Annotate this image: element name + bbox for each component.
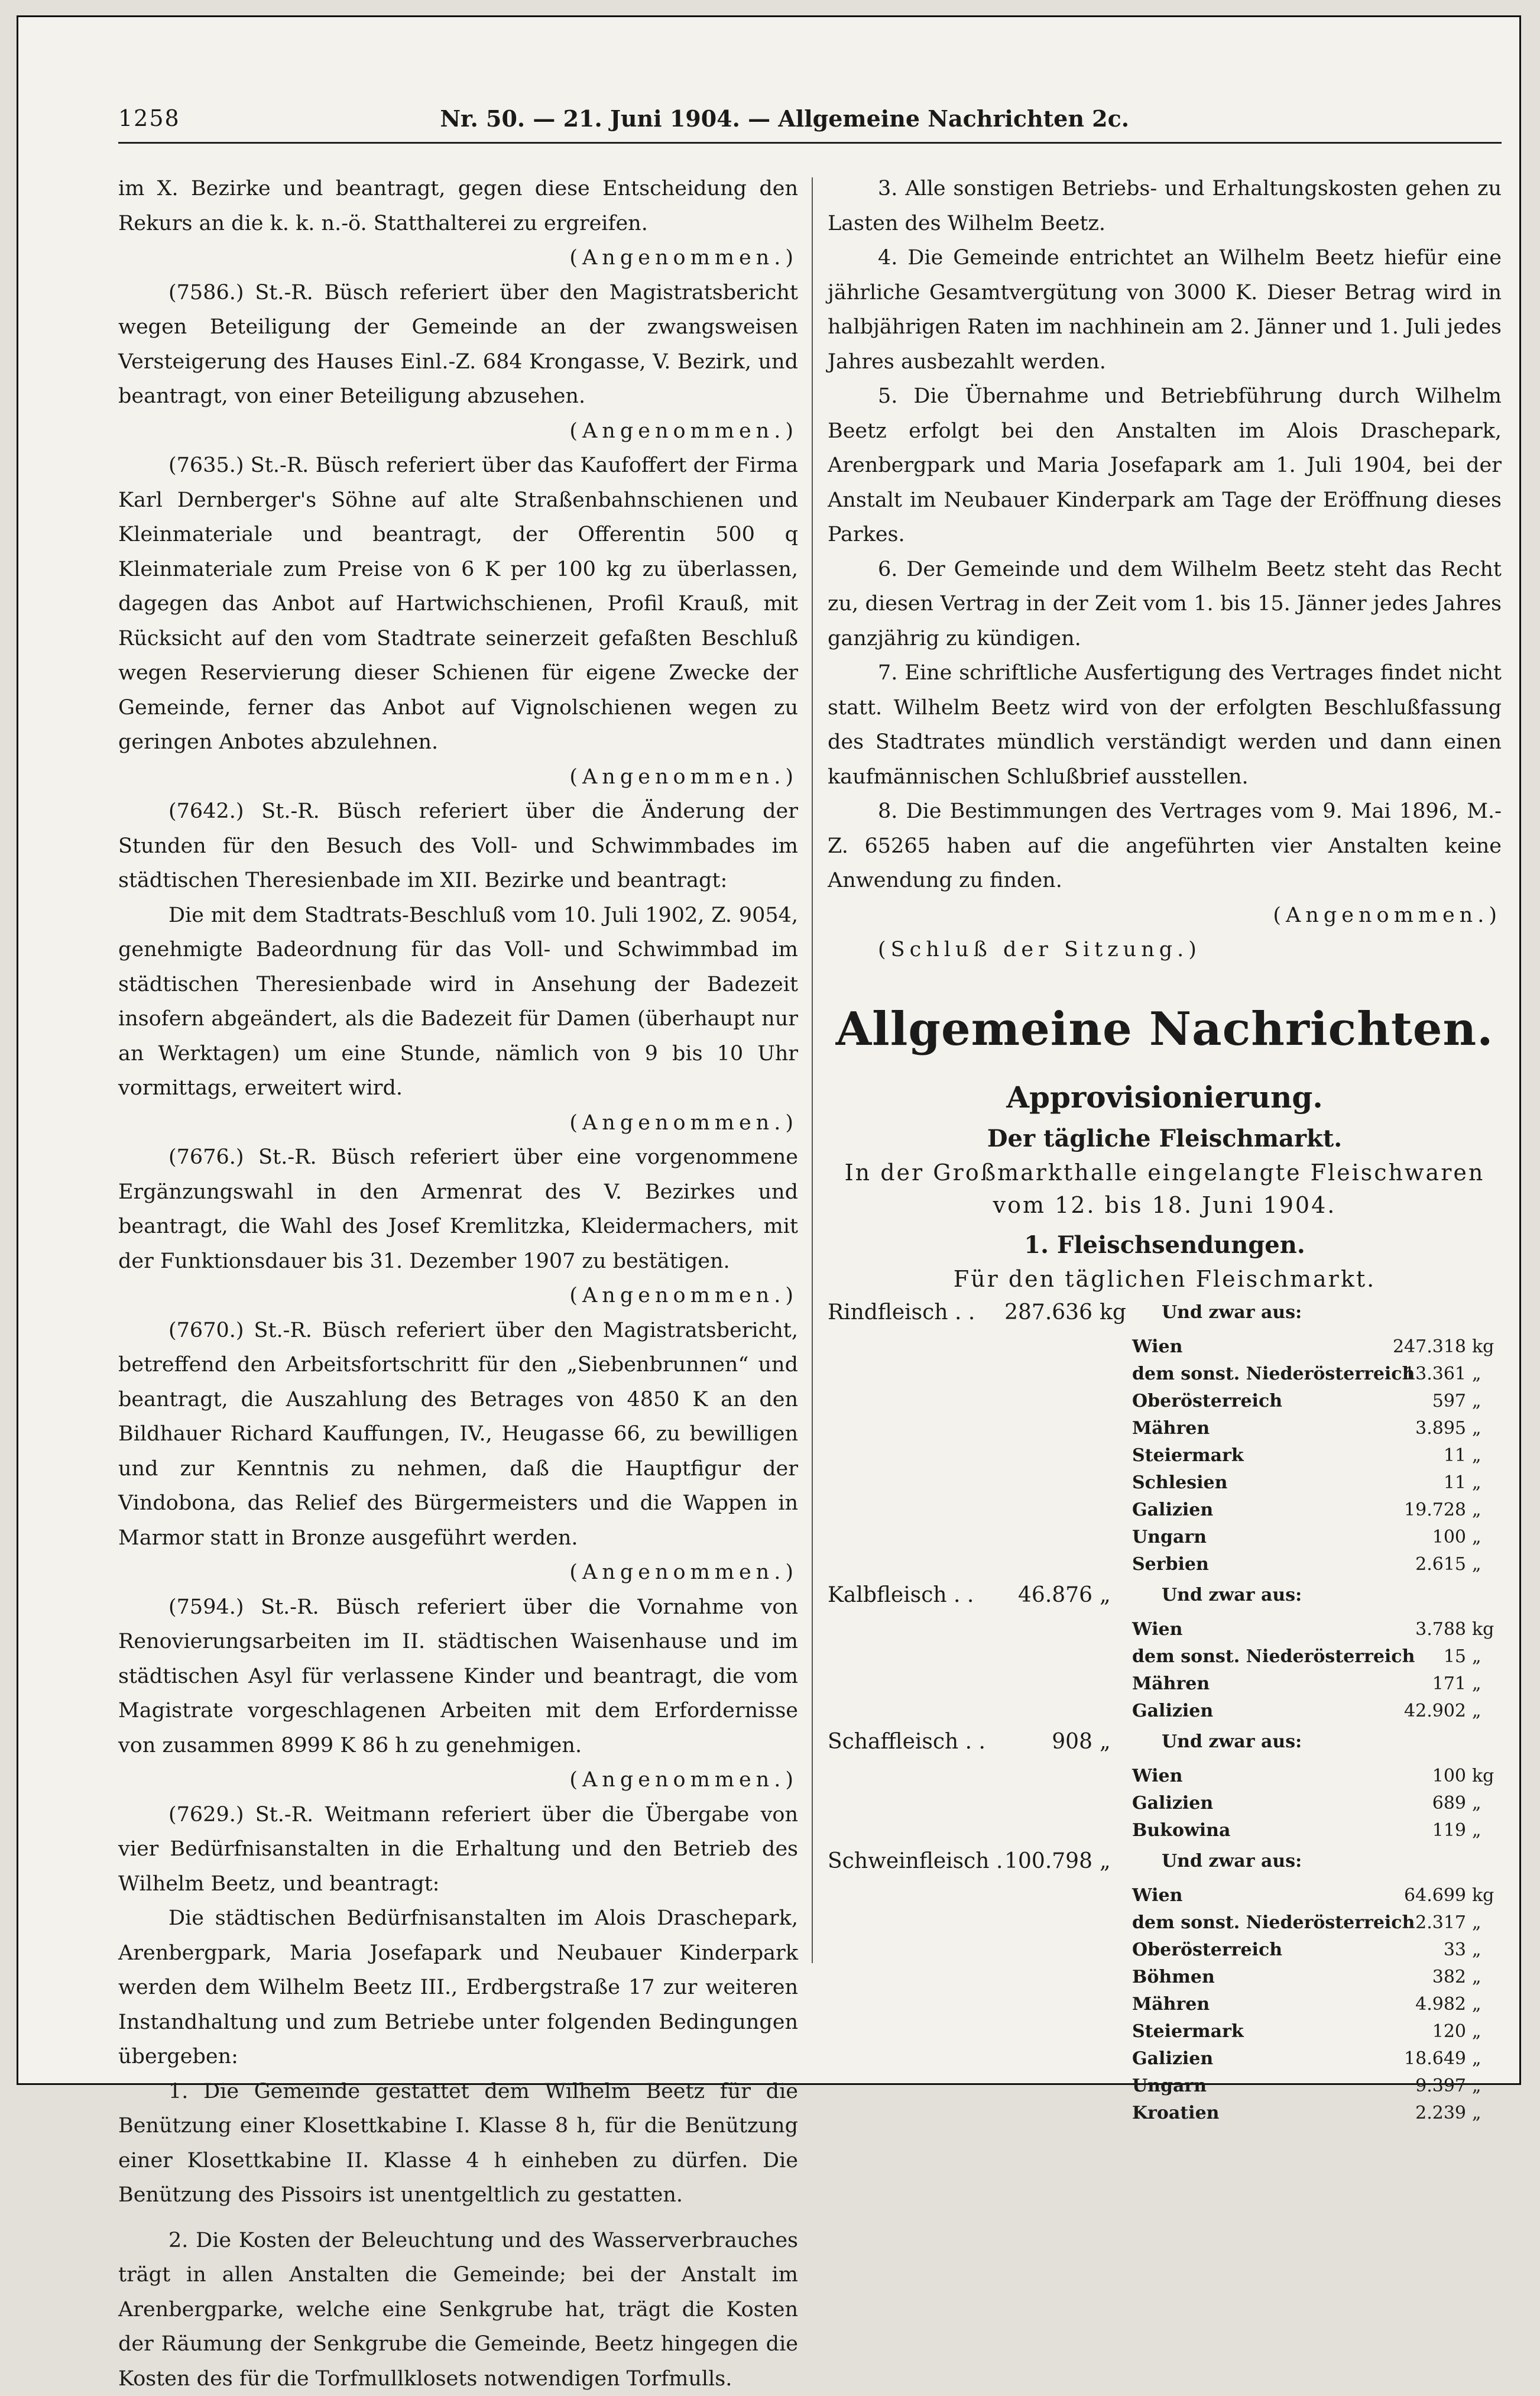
paragraph: (7635.) St.-R. Büsch referiert über das Kaufoffert der Firma Karl Dernberger's Söhne auf alte Straßenbahnschienen und Kleinmateriale und beantragt, der Offerentin 500 q Kleinmateriale zum Preise von 6 K per 100 kg zu überlassen, dagegen das Anbot auf Hartwichschienen, Profil Krauß, mit Rücksicht auf den vom Stadtrate seinerzeit gefaßten Beschluß wegen Reservierung dieser Schienen für eigene Zwecke der Gemeinde, ferner das Anbot auf Vignolschienen wegen zu geringen Anbotes abzulehnen. [118, 448, 798, 760]
running-title: Nr. 50. — 21. Juni 1904. — Allgemeine Nachrichten 2c. [440, 105, 1129, 132]
closing-note: (Schluß der Sitzung.) [828, 933, 1502, 967]
origin-name: dem sonst. Niederösterreich [1132, 1357, 1415, 1392]
origin-name: Mähren [1132, 1411, 1210, 1446]
paragraph: 2. Die Kosten der Beleuchtung und des Wasserverbrauches trägt in allen Anstalten die Gemeinde; bei der Anstalt im Arenbergparke, welche eine Senkgrube hat, trägt die Kosten der Räumung der Senkgrube die Gemeinde, Beetz hingegen die Kosten des für die Torfmullklosets notwendigen Torfmulls. [118, 2223, 798, 2396]
status-note: (Angenommen.) [118, 760, 798, 795]
origin-value: 11 [1342, 1466, 1466, 1501]
origin-row [828, 1987, 1502, 2015]
meat-amount: 908 [946, 1725, 1092, 1760]
origin-unit: „ [1472, 2042, 1481, 2077]
origin-value: 11 [1342, 1439, 1466, 1474]
origin-unit: „ [1472, 1786, 1481, 1821]
origin-row [828, 1879, 1502, 1906]
origin-value: 247.318 [1342, 1330, 1466, 1365]
intro-line: vom 12. bis 18. Juni 1904. [828, 1189, 1502, 1222]
page-number: 1258 [118, 105, 180, 131]
origin-unit: „ [1472, 1906, 1481, 1941]
origin-value: 42.902 [1342, 1694, 1466, 1729]
origin-name: Wien [1132, 1759, 1182, 1794]
origin-name: Mähren [1132, 1667, 1210, 1702]
meat-unit: „ [1100, 1578, 1111, 1613]
paragraph: 1. Die Gemeinde gestattet dem Wilhelm Beetz für die Benützung einer Klosettkabine I. Klasse 8 h, für die Benützung einer Klosettkabine II. Klasse 4 h einheben zu dürfen. Die Benützung des Pissoirs ist unentgeltlich zu gestatten. [118, 2074, 798, 2213]
meat-unit: „ [1100, 1725, 1111, 1760]
paragraph: Die mit dem Stadtrats-Beschluß vom 10. Juli 1902, Z. 9054, genehmigte Badeordnung für das Voll- und Schwimmbad im städtischen Theresienbade wird in Ansehung der Badezeit insofern abgeändert, als die Badezeit für Damen (überhaupt nur an Werktagen) um eine Stunde, nämlich von 9 bis 10 Uhr vormittags, erweitert wird. [118, 898, 798, 1106]
origin-row [828, 1694, 1502, 1721]
meat-unit: kg [1100, 1296, 1126, 1330]
paragraph: (7594.) St.-R. Büsch referiert über die Vornahme von Renovierungsarbeiten im II. städtischen Waisenhause und im städtischen Asyl für verlassene Kinder und beantragt, die vom Magistrate vorgeschlagenen Arbeiten mit dem Erfordernisse von zusammen 8999 K 86 h zu genehmigen. [118, 1590, 798, 1763]
origin-value: 15 [1342, 1640, 1466, 1675]
origin-row [828, 1357, 1502, 1384]
origin-unit: „ [1472, 1493, 1481, 1528]
origin-unit: „ [1472, 1640, 1481, 1675]
meat-amount: 100.798 [946, 1844, 1092, 1879]
list-subheading: Für den täglichen Fleischmarkt. [828, 1263, 1502, 1296]
origin-name: Oberösterreich [1132, 1384, 1282, 1419]
origin-value: 3.788 [1342, 1613, 1466, 1647]
paragraph: 8. Die Bestimmungen des Vertrages vom 9. Mai 1896, M.-Z. 65265 haben auf die angeführten vier Anstalten keine Anwendung zu finden. [828, 794, 1502, 898]
origin-unit: „ [1472, 1520, 1481, 1555]
origin-value: 18.649 [1342, 2042, 1466, 2077]
origin-label: Und zwar aus: [1162, 1296, 1302, 1330]
origin-value: 13.361 [1342, 1357, 1466, 1392]
origin-name: Kroatien [1132, 2096, 1219, 2131]
status-note: (Angenommen.) [118, 414, 798, 449]
paragraph: 5. Die Übernahme und Betriebführung durch Wilhelm Beetz erfolgt bei den Anstalten im Alois Draschepark, Arenbergpark und Maria Josefapark am 1. Juli 1904, bei der Anstalt im Neubauer Kinderpark am Tage der Eröffnung dieses Parkes. [828, 379, 1502, 552]
origin-name: Wien [1132, 1879, 1182, 1913]
origin-unit: „ [1472, 1439, 1481, 1474]
origin-row [828, 1466, 1502, 1493]
sub-title: Approvisionierung. [828, 1074, 1502, 1121]
origin-name: Bukowina [1132, 1814, 1230, 1848]
meat-block [828, 1578, 1502, 1721]
origin-row [828, 2015, 1502, 2042]
origin-name: Wien [1132, 1613, 1182, 1647]
paragraph: (7676.) St.-R. Büsch referiert über eine vorgenommene Ergänzungswahl in den Armenrat des V. Bezirkes und beantragt, die Wahl des Josef Kremlitzka, Kleidermachers, mit der Funktionsdauer bis 31. Dezember 1907 zu bestätigen. [118, 1140, 798, 1278]
origin-unit: „ [1472, 1933, 1481, 1968]
origin-value: 64.699 [1342, 1879, 1466, 1913]
origin-name: Ungarn [1132, 2069, 1207, 2104]
origin-value: 19.728 [1342, 1493, 1466, 1528]
status-note: (Angenommen.) [118, 1106, 798, 1141]
meat-row [828, 1844, 1502, 1879]
column-divider [812, 177, 813, 1963]
paragraph: 7. Eine schriftliche Ausfertigung des Vertrages findet nicht statt. Wilhelm Beetz wird von der erfolgten Beschlußfassung des Stadtrates mündlich verständigt werden und dann einen kaufmännischen Schlußbrief ausstellen. [828, 656, 1502, 794]
origin-unit: „ [1472, 2069, 1481, 2104]
meat-block [828, 1296, 1502, 1575]
paragraph: im X. Bezirke und beantragt, gegen diese Entscheidung den Rekurs an die k. k. n.-ö. Statthalterei zu ergreifen. [118, 171, 798, 241]
paragraph: (7642.) St.-R. Büsch referiert über die Änderung der Stunden für den Besuch des Voll- und Schwimmbades im städtischen Theresienbade im XII. Bezirke und beantragt: [118, 794, 798, 898]
origin-row [828, 1439, 1502, 1466]
origin-unit: „ [1472, 2096, 1481, 2131]
meat-amount: 287.636 [946, 1296, 1092, 1330]
origin-unit: kg [1472, 1759, 1494, 1794]
meat-name: Rindfleisch . . [828, 1296, 975, 1330]
origin-name: Galizien [1132, 1786, 1213, 1821]
origin-row [828, 1906, 1502, 1933]
origin-name: Ungarn [1132, 1520, 1207, 1555]
origin-row [828, 1960, 1502, 1987]
origin-value: 120 [1342, 2015, 1466, 2049]
meat-block [828, 1844, 1502, 2123]
origin-value: 689 [1342, 1786, 1466, 1821]
meat-name: Kalbfleisch . . [828, 1578, 974, 1613]
origin-value: 597 [1342, 1384, 1466, 1419]
origin-row [828, 2042, 1502, 2069]
origin-row [828, 1493, 1502, 1520]
origin-row [828, 1759, 1502, 1786]
origin-value: 2.239 [1342, 2096, 1466, 2131]
meat-name: Schaffleisch . . [828, 1725, 985, 1760]
origin-value: 2.615 [1342, 1547, 1466, 1582]
section-title: Allgemeine Nachrichten. [828, 997, 1502, 1062]
origin-name: Steiermark [1132, 1439, 1244, 1474]
origin-row [828, 1547, 1502, 1575]
right-column [828, 171, 1502, 2123]
origin-label: Und zwar aus: [1162, 1725, 1302, 1760]
origin-value: 3.895 [1342, 1411, 1466, 1446]
origin-unit: „ [1472, 1466, 1481, 1501]
origin-row [828, 1814, 1502, 1841]
list-heading: 1. Fleischsendungen. [828, 1228, 1502, 1263]
meat-unit: „ [1100, 1844, 1111, 1879]
meat-table [828, 1296, 1502, 2123]
origin-unit: „ [1472, 1667, 1481, 1702]
origin-unit: „ [1472, 1694, 1481, 1729]
origin-row [828, 1786, 1502, 1814]
origin-name: Serbien [1132, 1547, 1209, 1582]
origin-unit: kg [1472, 1879, 1494, 1913]
origin-value: 171 [1342, 1667, 1466, 1702]
origin-name: Oberösterreich [1132, 1933, 1282, 1968]
page-header [118, 101, 1129, 142]
header-rule [118, 142, 1502, 144]
origin-unit: „ [1472, 2015, 1481, 2049]
origin-value: 119 [1342, 1814, 1466, 1848]
paragraph: 4. Die Gemeinde entrichtet an Wilhelm Beetz hiefür eine jährliche Gesamtvergütung von 3000 K. Dieser Betrag wird in halbjährigen Raten im nachhinein am 2. Jänner und 1. Juli jedes Jahres ausbezahlt werden. [828, 241, 1502, 379]
origin-row [828, 1520, 1502, 1547]
intro-line: In der Großmarkthalle eingelangte Fleischwaren [828, 1157, 1502, 1189]
origin-row [828, 1411, 1502, 1439]
origin-name: Steiermark [1132, 2015, 1244, 2049]
origin-row [828, 1384, 1502, 1411]
origin-unit: „ [1472, 1357, 1481, 1392]
meat-amount: 46.876 [946, 1578, 1092, 1613]
origin-value: 100 [1342, 1520, 1466, 1555]
origin-name: Böhmen [1132, 1960, 1215, 1995]
paragraph: (7670.) St.-R. Büsch referiert über den Magistratsbericht, betreffend den Arbeitsfortschritt für den „Siebenbrunnen“ und beantragt, die Auszahlung des Betrages von 4850 K an den Bildhauer Richard Kauffungen, IV., Heugasse 66, zu bewilligen und zur Kenntnis zu nehmen, daß die Hauptfigur der Vindobona, das Relief des Bürgermeisters und die Wappen in Marmor statt in Bronze ausgeführt werden. [118, 1313, 798, 1556]
origin-name: dem sonst. Niederösterreich [1132, 1906, 1415, 1941]
origin-label: Und zwar aus: [1162, 1578, 1302, 1613]
origin-unit: kg [1472, 1613, 1494, 1647]
origin-label: Und zwar aus: [1162, 1844, 1302, 1879]
paragraph: 6. Der Gemeinde und dem Wilhelm Beetz steht das Recht zu, diesen Vertrag in der Zeit vom 1. bis 15. Jänner jedes Jahres ganzjährig zu kündigen. [828, 552, 1502, 656]
paragraph: 3. Alle sonstigen Betriebs- und Erhaltungskosten gehen zu Lasten des Wilhelm Beetz. [828, 171, 1502, 241]
origin-row [828, 1640, 1502, 1667]
origin-name: Galizien [1132, 1694, 1213, 1729]
origin-name: Galizien [1132, 1493, 1213, 1528]
meat-row [828, 1578, 1502, 1613]
origin-unit: „ [1472, 1987, 1481, 2022]
origin-name: Wien [1132, 1330, 1182, 1365]
origin-row [828, 1613, 1502, 1640]
origin-row [828, 2096, 1502, 2123]
origin-value: 100 [1342, 1759, 1466, 1794]
paragraph: (7629.) St.-R. Weitmann referiert über die Übergabe von vier Bedürfnisanstalten in die Erhaltung und den Betrieb des Wilhelm Beetz, und beantragt: [118, 1798, 798, 1902]
origin-name: Schlesien [1132, 1466, 1227, 1501]
origin-row [828, 1933, 1502, 1960]
origin-value: 2.317 [1342, 1906, 1466, 1941]
origin-name: Mähren [1132, 1987, 1210, 2022]
origin-name: Galizien [1132, 2042, 1213, 2077]
origin-value: 4.982 [1342, 1987, 1466, 2022]
status-note: (Angenommen.) [118, 1763, 798, 1798]
status-note: (Angenommen.) [118, 241, 798, 276]
origin-row [828, 2069, 1502, 2096]
origin-row [828, 1330, 1502, 1357]
origin-name: dem sonst. Niederösterreich [1132, 1640, 1415, 1675]
left-column [118, 171, 798, 2396]
origin-value: 382 [1342, 1960, 1466, 1995]
meat-row [828, 1296, 1502, 1330]
origin-unit: „ [1472, 1960, 1481, 1995]
status-note: (Angenommen.) [118, 1278, 798, 1313]
origin-row [828, 1667, 1502, 1694]
meat-row [828, 1725, 1502, 1759]
origin-unit: „ [1472, 1547, 1481, 1582]
meat-block [828, 1725, 1502, 1841]
status-note: (Angenommen.) [118, 1555, 798, 1590]
origin-value: 33 [1342, 1933, 1466, 1968]
origin-unit: „ [1472, 1411, 1481, 1446]
status-note: (Angenommen.) [828, 898, 1502, 933]
origin-value: 9.397 [1342, 2069, 1466, 2104]
origin-unit: „ [1472, 1384, 1481, 1419]
paragraph: (7586.) St.-R. Büsch referiert über den Magistratsbericht wegen Beteiligung der Gemeinde an der zwangsweisen Versteigerung des Hauses Einl.-Z. 684 Krongasse, V. Bezirk, und beantragt, von einer Beteiligung abzusehen. [118, 276, 798, 414]
origin-unit: „ [1472, 1814, 1481, 1848]
paragraph: Die städtischen Bedürfnisanstalten im Alois Draschepark, Arenbergpark, Maria Josefapark und Neubauer Kinderpark werden dem Wilhelm Beetz III., Erdbergstraße 17 zur weiteren Instandhaltung und zum Betriebe unter folgenden Bedingungen übergeben: [118, 1901, 798, 2074]
origin-unit: kg [1472, 1330, 1494, 1365]
sub-sub-title: Der tägliche Fleischmarkt. [828, 1121, 1502, 1157]
meat-name: Schweinfleisch . [828, 1844, 1003, 1879]
